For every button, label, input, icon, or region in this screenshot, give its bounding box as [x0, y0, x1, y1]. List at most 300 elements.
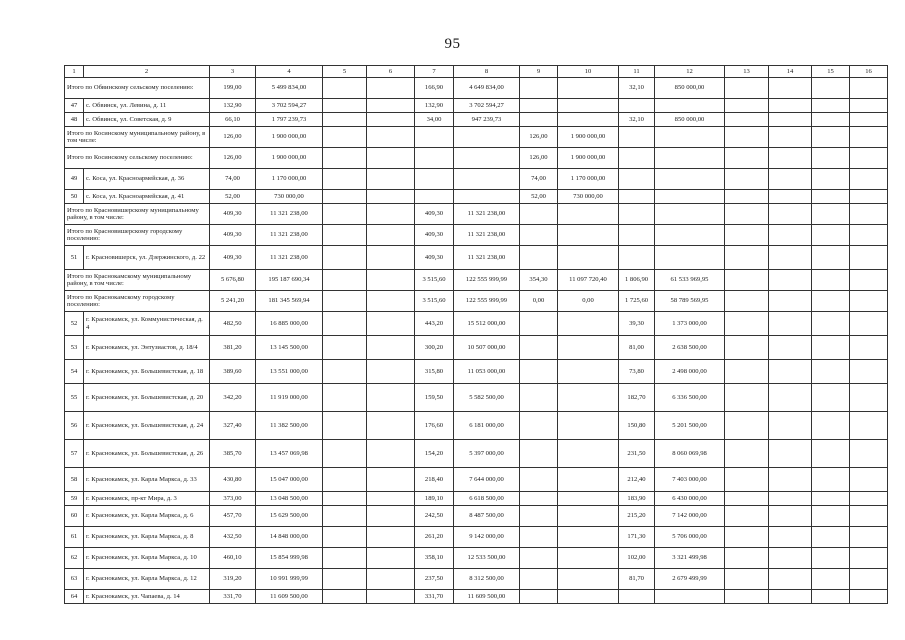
- cell-empty: [769, 78, 812, 99]
- cell-area-a: [415, 127, 454, 148]
- cell-cost-b: [558, 440, 619, 468]
- cell-empty: [323, 440, 367, 468]
- row-address: с. Коса, ул. Красноармейская, д. 41: [84, 190, 210, 204]
- cell-empty: [769, 270, 812, 291]
- cell-empty: [850, 225, 888, 246]
- cell-cost-c: 5 706 000,00: [655, 527, 725, 548]
- cell-empty: [725, 492, 769, 506]
- cell-area-a: 261,20: [415, 527, 454, 548]
- table-row: [65, 169, 888, 190]
- cell-empty: [725, 506, 769, 527]
- cell-empty: [725, 148, 769, 169]
- cell-empty: [850, 527, 888, 548]
- cell-area-b: [520, 204, 558, 225]
- cell-area-c: 231,50: [619, 440, 655, 468]
- page-number: 95: [444, 36, 461, 52]
- cell-cost-c: [655, 225, 725, 246]
- cell-area-c: 32,10: [619, 113, 655, 127]
- table-row: [65, 468, 888, 492]
- cell-cost-a: 6 618 500,00: [454, 492, 520, 506]
- cell-empty: [769, 148, 812, 169]
- cell-cost-b: [558, 312, 619, 336]
- cell-area-a: 443,20: [415, 312, 454, 336]
- cell-cost-total: 11 321 238,00: [256, 204, 323, 225]
- table-row: [65, 113, 888, 127]
- cell-area-c: 32,10: [619, 78, 655, 99]
- cell-area-c: [619, 246, 655, 270]
- row-number: 53: [65, 336, 84, 360]
- cell-area-b: [520, 527, 558, 548]
- cell-empty: [812, 127, 850, 148]
- cell-empty: [812, 569, 850, 590]
- table-row: [65, 127, 888, 148]
- cell-area-b: [520, 99, 558, 113]
- cell-area-total: 460,10: [210, 548, 256, 569]
- row-number: 63: [65, 569, 84, 590]
- cell-empty: [367, 190, 415, 204]
- cell-empty: [367, 127, 415, 148]
- cell-cost-c: 5 201 500,00: [655, 412, 725, 440]
- cell-empty: [725, 270, 769, 291]
- cell-empty: [367, 225, 415, 246]
- cell-empty: [367, 492, 415, 506]
- cell-empty: [812, 169, 850, 190]
- row-address: г. Краснокамск, ул. Большевистская, д. 26: [84, 440, 210, 468]
- cell-cost-c: 2 498 000,00: [655, 360, 725, 384]
- cell-empty: [725, 548, 769, 569]
- table-row: [65, 360, 888, 384]
- cell-cost-b: [558, 384, 619, 412]
- cell-area-total: 126,00: [210, 148, 256, 169]
- cell-cost-total: 16 885 000,00: [256, 312, 323, 336]
- cell-empty: [769, 204, 812, 225]
- cell-empty: [367, 246, 415, 270]
- cell-empty: [850, 246, 888, 270]
- cell-empty: [812, 225, 850, 246]
- cell-area-c: 182,70: [619, 384, 655, 412]
- cell-empty: [812, 384, 850, 412]
- cell-empty: [367, 384, 415, 412]
- row-number: 59: [65, 492, 84, 506]
- row-number: 57: [65, 440, 84, 468]
- cell-area-a: [415, 190, 454, 204]
- cell-cost-b: [558, 590, 619, 604]
- cell-cost-c: 8 060 069,98: [655, 440, 725, 468]
- cell-empty: [323, 246, 367, 270]
- cell-empty: [812, 190, 850, 204]
- cell-area-c: 212,40: [619, 468, 655, 492]
- cell-empty: [769, 468, 812, 492]
- column-header: 4: [256, 66, 323, 78]
- cell-cost-c: 850 000,00: [655, 78, 725, 99]
- cell-cost-b: 1 900 000,00: [558, 148, 619, 169]
- table-row: [65, 527, 888, 548]
- cell-cost-c: 7 403 000,00: [655, 468, 725, 492]
- cell-empty: [769, 527, 812, 548]
- cell-empty: [367, 113, 415, 127]
- cell-empty: [769, 506, 812, 527]
- cell-cost-b: 0,00: [558, 291, 619, 312]
- cell-empty: [725, 246, 769, 270]
- cell-empty: [725, 468, 769, 492]
- cell-area-c: 1 806,90: [619, 270, 655, 291]
- table-row: [65, 412, 888, 440]
- cell-area-b: [520, 569, 558, 590]
- row-address: г. Краснокамск, ул. Большевистская, д. 18: [84, 360, 210, 384]
- cell-empty: [850, 336, 888, 360]
- cell-empty: [367, 506, 415, 527]
- cell-area-c: 81,00: [619, 336, 655, 360]
- cell-empty: [725, 225, 769, 246]
- cell-area-total: 389,60: [210, 360, 256, 384]
- cell-area-total: 409,30: [210, 225, 256, 246]
- cell-cost-a: 122 555 999,99: [454, 291, 520, 312]
- cell-cost-c: [655, 246, 725, 270]
- cell-empty: [367, 527, 415, 548]
- row-number: 50: [65, 190, 84, 204]
- cell-area-c: [619, 204, 655, 225]
- cell-empty: [323, 225, 367, 246]
- cell-empty: [812, 468, 850, 492]
- cell-area-c: [619, 225, 655, 246]
- cell-cost-c: 1 373 000,00: [655, 312, 725, 336]
- cell-cost-b: [558, 204, 619, 225]
- cell-area-a: 331,70: [415, 590, 454, 604]
- cell-cost-a: 3 702 594,27: [454, 99, 520, 113]
- cell-empty: [323, 127, 367, 148]
- cell-empty: [323, 590, 367, 604]
- table-body: [65, 78, 888, 604]
- cell-empty: [812, 527, 850, 548]
- cell-empty: [323, 270, 367, 291]
- cell-empty: [769, 590, 812, 604]
- cell-area-b: [520, 78, 558, 99]
- cell-empty: [812, 506, 850, 527]
- cell-area-a: 3 515,60: [415, 291, 454, 312]
- cell-cost-total: 15 047 000,00: [256, 468, 323, 492]
- cell-area-total: 52,00: [210, 190, 256, 204]
- cell-area-c: 215,20: [619, 506, 655, 527]
- cell-cost-b: [558, 569, 619, 590]
- cell-area-total: 409,30: [210, 204, 256, 225]
- row-address: с. Обвинск, ул. Советская, д. 9: [84, 113, 210, 127]
- cell-area-a: 358,10: [415, 548, 454, 569]
- cell-empty: [812, 204, 850, 225]
- cell-cost-total: 1 900 000,00: [256, 148, 323, 169]
- cell-empty: [812, 270, 850, 291]
- cell-empty: [769, 360, 812, 384]
- cell-empty: [725, 569, 769, 590]
- cell-empty: [812, 312, 850, 336]
- cell-empty: [323, 360, 367, 384]
- cell-empty: [850, 291, 888, 312]
- cell-empty: [725, 384, 769, 412]
- cell-cost-total: 11 919 000,00: [256, 384, 323, 412]
- table-row: [65, 492, 888, 506]
- cell-empty: [367, 169, 415, 190]
- cell-empty: [850, 440, 888, 468]
- cell-cost-c: 6 336 500,00: [655, 384, 725, 412]
- cell-empty: [850, 468, 888, 492]
- cell-empty: [323, 412, 367, 440]
- column-header: 14: [769, 66, 812, 78]
- cell-empty: [850, 360, 888, 384]
- table-row: [65, 336, 888, 360]
- column-header: 15: [812, 66, 850, 78]
- row-address: г. Краснокамск, ул. Карла Маркса, д. 10: [84, 548, 210, 569]
- table-row: [65, 190, 888, 204]
- cell-area-total: 5 676,80: [210, 270, 256, 291]
- row-address: с. Обвинск, ул. Левина, д. 11: [84, 99, 210, 113]
- cell-cost-c: [655, 99, 725, 113]
- cell-cost-total: 15 629 500,00: [256, 506, 323, 527]
- cell-cost-a: 11 609 500,00: [454, 590, 520, 604]
- row-number: 58: [65, 468, 84, 492]
- cell-area-a: 409,30: [415, 204, 454, 225]
- cell-empty: [850, 169, 888, 190]
- cell-cost-b: 730 000,00: [558, 190, 619, 204]
- cell-empty: [323, 569, 367, 590]
- cell-empty: [850, 590, 888, 604]
- cell-area-c: 73,80: [619, 360, 655, 384]
- cell-empty: [812, 291, 850, 312]
- row-number: 51: [65, 246, 84, 270]
- cell-cost-total: 1 797 239,73: [256, 113, 323, 127]
- cell-area-b: 354,30: [520, 270, 558, 291]
- cell-cost-a: 8 487 500,00: [454, 506, 520, 527]
- cell-empty: [367, 78, 415, 99]
- cell-area-b: 52,00: [520, 190, 558, 204]
- cell-area-total: 199,00: [210, 78, 256, 99]
- cell-empty: [323, 78, 367, 99]
- cell-cost-a: [454, 148, 520, 169]
- cell-empty: [323, 492, 367, 506]
- column-header: 8: [454, 66, 520, 78]
- cell-empty: [769, 312, 812, 336]
- cell-empty: [850, 312, 888, 336]
- cell-area-b: [520, 246, 558, 270]
- column-header: 12: [655, 66, 725, 78]
- cell-area-c: [619, 190, 655, 204]
- cell-cost-b: [558, 225, 619, 246]
- cell-cost-c: 61 533 969,95: [655, 270, 725, 291]
- cell-cost-total: 11 382 500,00: [256, 412, 323, 440]
- row-address: г. Краснокамск, ул. Карла Маркса, д. 8: [84, 527, 210, 548]
- column-header: 16: [850, 66, 888, 78]
- cell-empty: [725, 412, 769, 440]
- cell-cost-a: 11 321 238,00: [454, 246, 520, 270]
- cell-area-c: 1 725,60: [619, 291, 655, 312]
- cell-cost-c: 3 321 499,98: [655, 548, 725, 569]
- cell-empty: [725, 312, 769, 336]
- cell-empty: [367, 312, 415, 336]
- cell-empty: [725, 99, 769, 113]
- cell-empty: [850, 113, 888, 127]
- row-address: г. Краснокамск, ул. Чапаева, д. 14: [84, 590, 210, 604]
- cell-empty: [850, 148, 888, 169]
- cell-area-b: [520, 113, 558, 127]
- cell-cost-a: 11 053 000,00: [454, 360, 520, 384]
- cell-empty: [812, 360, 850, 384]
- cell-empty: [725, 527, 769, 548]
- row-number: 55: [65, 384, 84, 412]
- cell-empty: [367, 270, 415, 291]
- cell-cost-b: [558, 113, 619, 127]
- column-header: 11: [619, 66, 655, 78]
- cell-empty: [323, 548, 367, 569]
- cell-cost-total: 730 000,00: [256, 190, 323, 204]
- cell-empty: [850, 506, 888, 527]
- cell-empty: [323, 169, 367, 190]
- cell-cost-c: 58 789 569,95: [655, 291, 725, 312]
- cell-cost-b: [558, 360, 619, 384]
- cell-empty: [367, 204, 415, 225]
- cell-cost-total: 10 991 999,99: [256, 569, 323, 590]
- column-header: 13: [725, 66, 769, 78]
- cell-area-b: [520, 440, 558, 468]
- cell-area-b: 74,00: [520, 169, 558, 190]
- table-row: [65, 506, 888, 527]
- cell-empty: [323, 99, 367, 113]
- cell-area-c: [619, 127, 655, 148]
- cell-area-c: 183,90: [619, 492, 655, 506]
- cell-cost-b: 1 900 000,00: [558, 127, 619, 148]
- cell-area-a: 242,50: [415, 506, 454, 527]
- cell-area-b: [520, 312, 558, 336]
- cell-cost-total: 11 321 238,00: [256, 246, 323, 270]
- row-address: с. Коса, ул. Красноармейская, д. 36: [84, 169, 210, 190]
- cell-area-total: 132,90: [210, 99, 256, 113]
- cell-empty: [769, 127, 812, 148]
- cell-empty: [323, 148, 367, 169]
- cell-empty: [850, 384, 888, 412]
- cell-empty: [367, 468, 415, 492]
- cell-empty: [367, 360, 415, 384]
- column-number-header-row: [65, 66, 888, 78]
- cell-empty: [812, 78, 850, 99]
- cell-area-total: 432,50: [210, 527, 256, 548]
- cell-empty: [769, 99, 812, 113]
- cell-empty: [323, 113, 367, 127]
- cell-cost-total: 14 848 000,00: [256, 527, 323, 548]
- cell-cost-b: [558, 527, 619, 548]
- cell-area-b: [520, 412, 558, 440]
- cell-area-a: 132,90: [415, 99, 454, 113]
- cell-empty: [812, 440, 850, 468]
- cell-empty: [367, 148, 415, 169]
- cell-cost-a: 5 397 000,00: [454, 440, 520, 468]
- cell-cost-a: 8 312 500,00: [454, 569, 520, 590]
- cell-area-a: [415, 169, 454, 190]
- cell-cost-a: 15 512 000,00: [454, 312, 520, 336]
- cell-area-c: [619, 148, 655, 169]
- cell-cost-b: [558, 468, 619, 492]
- cell-cost-c: [655, 204, 725, 225]
- cell-area-a: 166,90: [415, 78, 454, 99]
- cell-cost-a: 122 555 999,99: [454, 270, 520, 291]
- cell-cost-a: [454, 169, 520, 190]
- cell-area-c: 171,30: [619, 527, 655, 548]
- cell-empty: [725, 590, 769, 604]
- cell-empty: [367, 569, 415, 590]
- cell-empty: [725, 204, 769, 225]
- cell-cost-b: [558, 78, 619, 99]
- row-label: Итого по Красновишерскому муниципальному району, в том числе:: [65, 204, 210, 225]
- cell-area-total: 5 241,20: [210, 291, 256, 312]
- cell-area-b: 126,00: [520, 127, 558, 148]
- cell-area-b: [520, 336, 558, 360]
- cell-empty: [769, 440, 812, 468]
- cell-area-a: 159,50: [415, 384, 454, 412]
- cell-cost-total: 11 321 238,00: [256, 225, 323, 246]
- cell-area-a: 154,20: [415, 440, 454, 468]
- cell-empty: [769, 291, 812, 312]
- cell-empty: [769, 492, 812, 506]
- cell-cost-c: [655, 148, 725, 169]
- row-address: г. Краснокамск, пр-кт Мира, д. 3: [84, 492, 210, 506]
- table-row: [65, 312, 888, 336]
- cell-area-c: 150,80: [619, 412, 655, 440]
- cell-empty: [323, 506, 367, 527]
- cell-cost-b: [558, 412, 619, 440]
- cell-area-total: 327,40: [210, 412, 256, 440]
- column-header: 7: [415, 66, 454, 78]
- cell-cost-total: 13 457 069,98: [256, 440, 323, 468]
- cell-empty: [323, 336, 367, 360]
- cell-area-a: 237,50: [415, 569, 454, 590]
- row-number: 61: [65, 527, 84, 548]
- row-label: Итого по Косинскому муниципальному району, в том числе:: [65, 127, 210, 148]
- cell-cost-a: 6 181 000,00: [454, 412, 520, 440]
- cell-area-total: 126,00: [210, 127, 256, 148]
- cell-empty: [725, 113, 769, 127]
- cell-empty: [812, 246, 850, 270]
- row-number: 49: [65, 169, 84, 190]
- row-address: г. Краснокамск, ул. Энтузиастов, д. 18/4: [84, 336, 210, 360]
- cell-empty: [769, 190, 812, 204]
- cell-area-a: 315,80: [415, 360, 454, 384]
- column-header: 10: [558, 66, 619, 78]
- cell-cost-total: 13 048 500,00: [256, 492, 323, 506]
- cell-empty: [323, 468, 367, 492]
- cell-area-total: 381,20: [210, 336, 256, 360]
- cell-empty: [812, 412, 850, 440]
- cell-empty: [323, 190, 367, 204]
- cell-area-a: 300,20: [415, 336, 454, 360]
- cell-empty: [323, 527, 367, 548]
- cell-area-total: 482,50: [210, 312, 256, 336]
- cell-empty: [850, 190, 888, 204]
- cell-empty: [812, 99, 850, 113]
- cell-area-c: 39,30: [619, 312, 655, 336]
- cell-empty: [769, 336, 812, 360]
- row-label: Итого по Косинскому сельскому поселению:: [65, 148, 210, 169]
- table-row: [65, 246, 888, 270]
- cell-cost-b: [558, 99, 619, 113]
- table-row: [65, 440, 888, 468]
- cell-area-c: [619, 99, 655, 113]
- cell-area-c: 102,00: [619, 548, 655, 569]
- cell-cost-a: 12 533 500,00: [454, 548, 520, 569]
- housing-register-table: [64, 65, 888, 604]
- cell-area-total: 430,80: [210, 468, 256, 492]
- row-label: Итого по Красновишерскому городскому поселению:: [65, 225, 210, 246]
- table-row: [65, 384, 888, 412]
- cell-cost-total: 1 170 000,00: [256, 169, 323, 190]
- cell-cost-c: [655, 127, 725, 148]
- row-address: г. Краснокамск, ул. Большевистская, д. 24: [84, 412, 210, 440]
- cell-cost-b: [558, 492, 619, 506]
